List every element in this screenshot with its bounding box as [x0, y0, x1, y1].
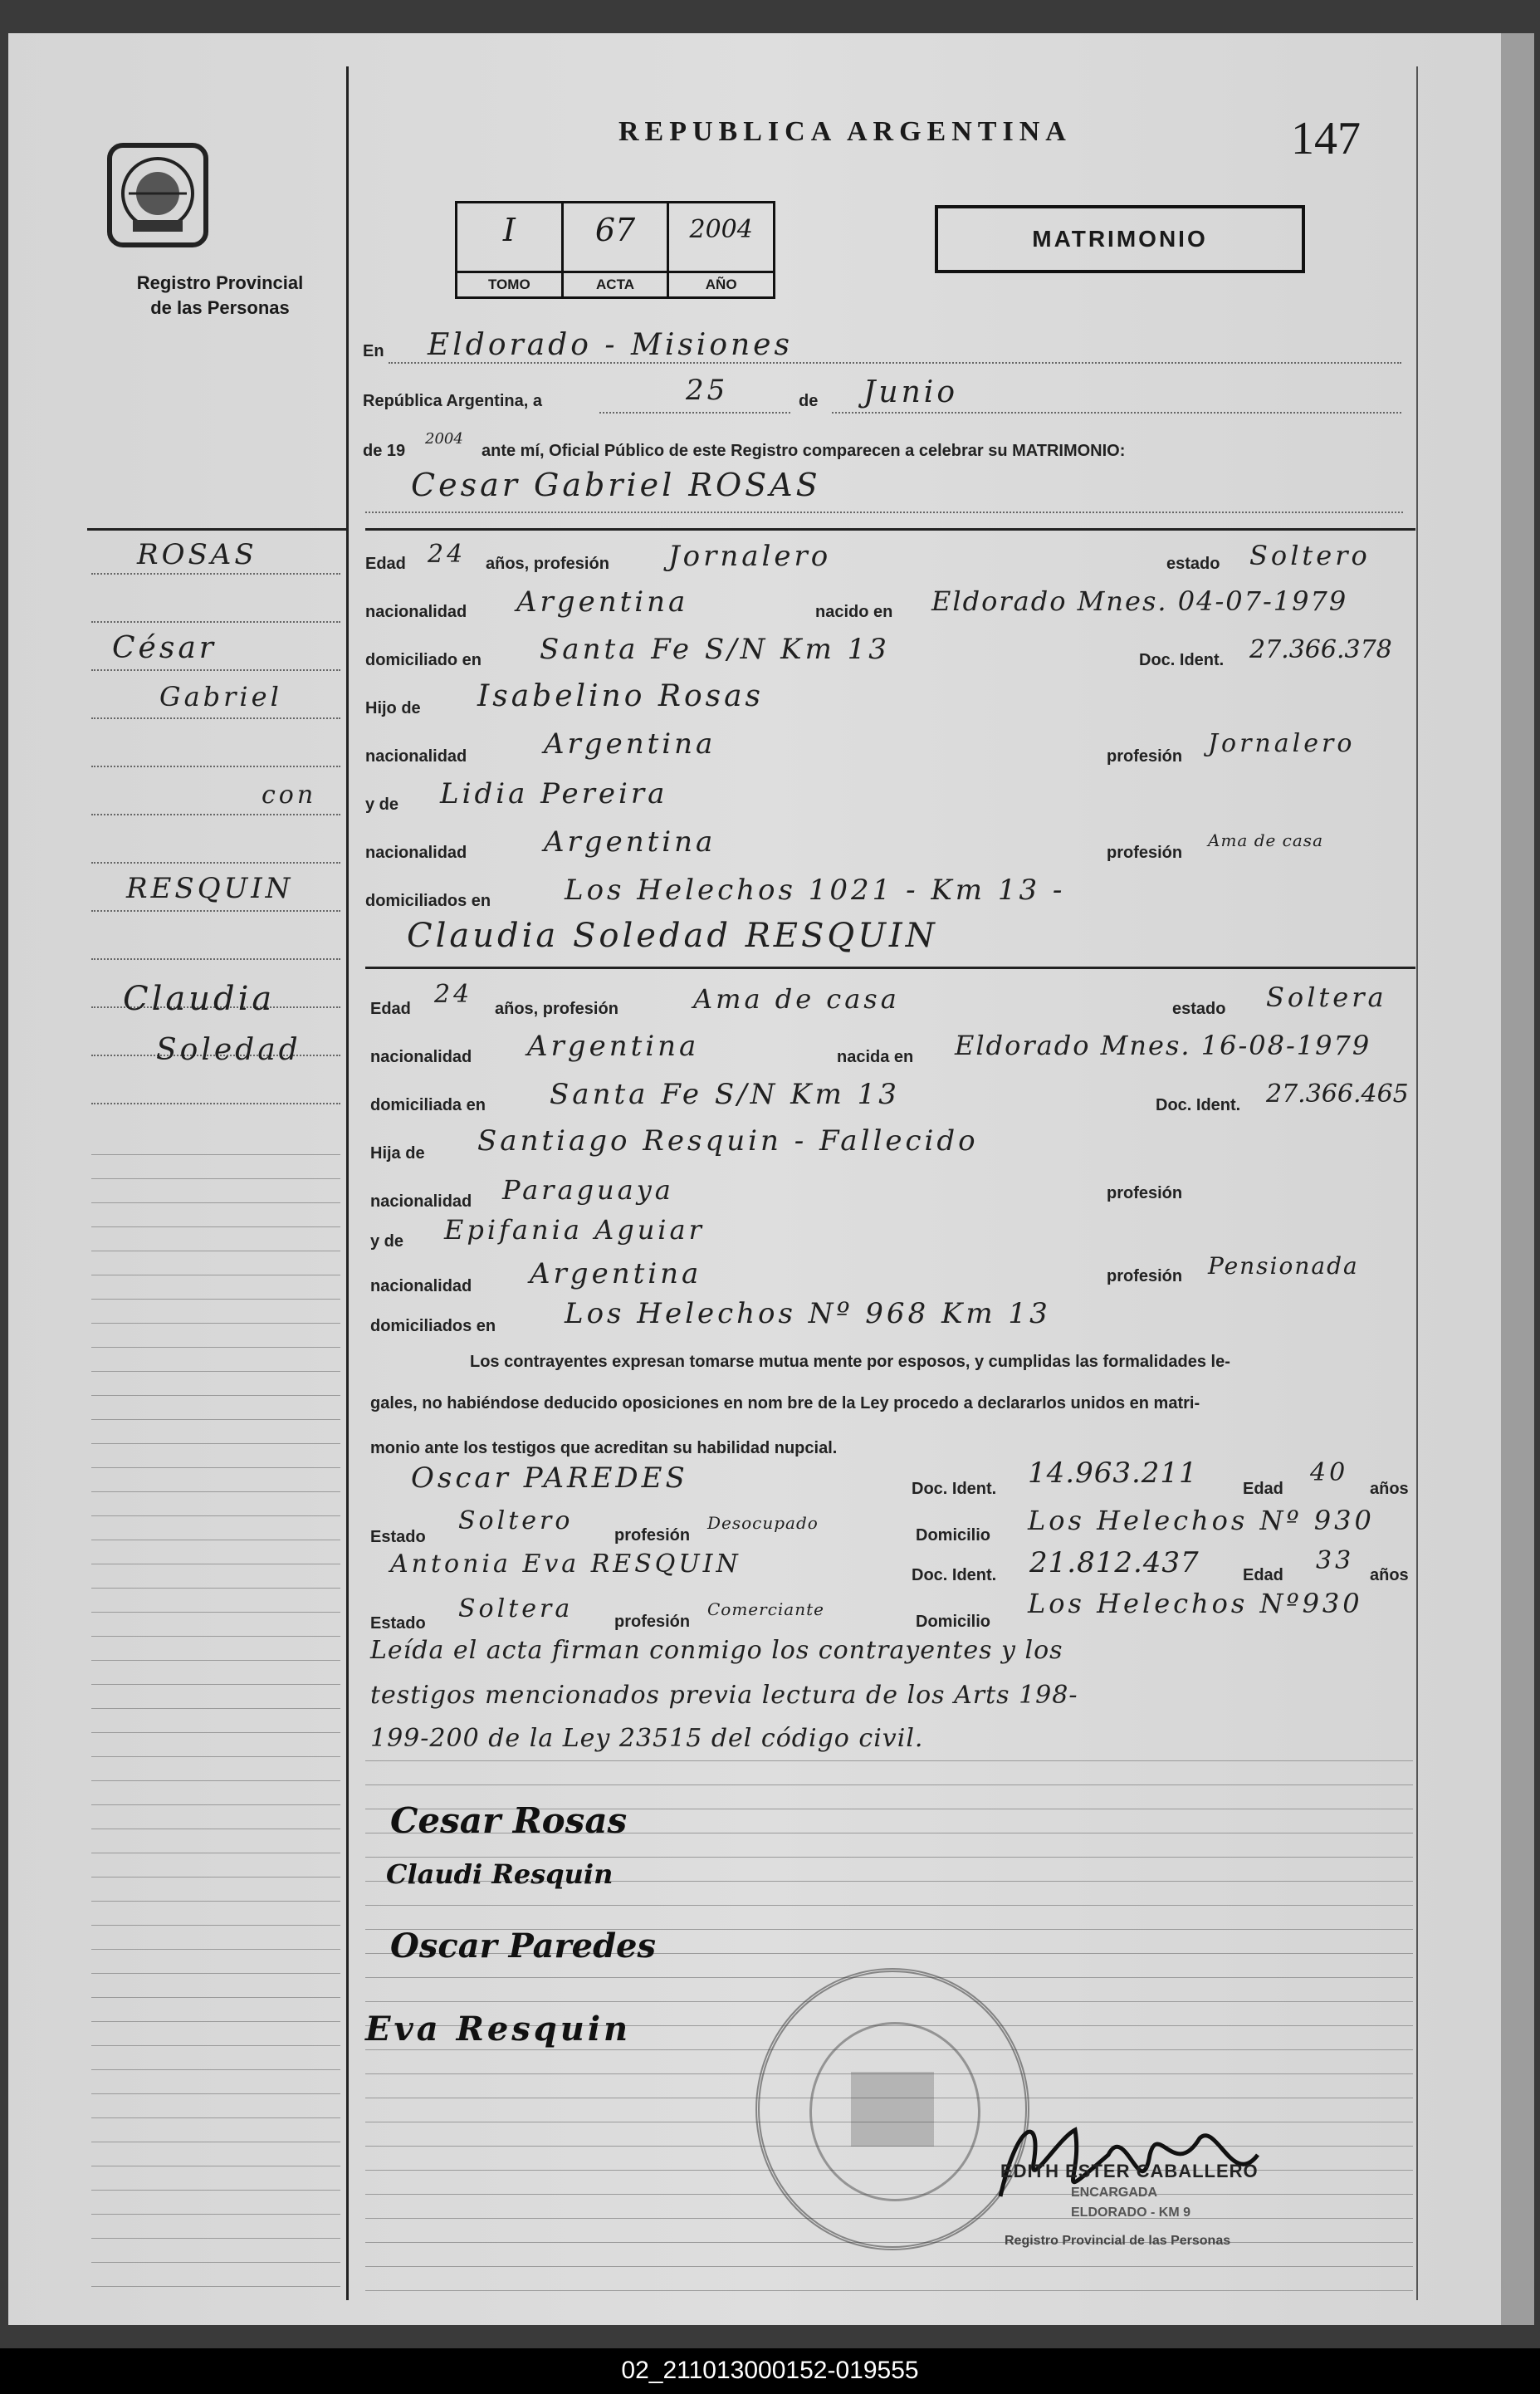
groom-father-profession: Jornalero — [1208, 729, 1356, 758]
margin-line — [91, 910, 340, 912]
margin-ruled-line — [91, 1395, 340, 1396]
margin-line — [91, 862, 340, 864]
image-id-label: 02_211013000152-019555 — [621, 2357, 919, 2384]
groom-father-prof-label: profesión — [1107, 747, 1183, 766]
margin-line — [91, 1103, 340, 1104]
groom-nationality: Argentina — [516, 585, 689, 619]
groom-mother: Lidia Pereira — [440, 777, 668, 810]
margin-ruled-line — [91, 1491, 340, 1492]
margin-ruled-line — [91, 1202, 340, 1203]
bride-nat-label: nacionalidad — [370, 1048, 472, 1066]
month-line — [832, 412, 1401, 414]
margin-groom-name2: Gabriel — [159, 681, 282, 712]
bride-age: 24 — [434, 980, 473, 1009]
bride-father-prof-label: profesión — [1107, 1184, 1183, 1202]
groom-edad-label: Edad — [365, 555, 406, 573]
margin-ruled-line — [91, 1371, 340, 1372]
tomo-value: I — [502, 212, 516, 248]
stamp-center-emblem — [851, 2072, 934, 2147]
tomo-label: TOMO — [457, 271, 561, 296]
groom-mother-profession: Ama de casa — [1208, 830, 1323, 850]
groom-birth: Eldorado Mnes. 04-07-1979 — [931, 585, 1348, 617]
place: Eldorado - Misiones — [428, 328, 793, 362]
witness1-domicilio-label: Domicilio — [916, 1526, 991, 1545]
place-line — [389, 362, 1401, 364]
bride-parents-address: Los Helechos Nº 968 Km 13 — [565, 1297, 1051, 1330]
book-spine — [1501, 33, 1534, 2325]
margin-ruled-line — [91, 2069, 340, 2070]
groom-age: 24 — [428, 540, 467, 569]
margin-line — [91, 958, 340, 960]
bride-civil-status: Soltera — [1266, 982, 1387, 1013]
margin-line — [91, 669, 340, 671]
bride-mother-nationality: Argentina — [530, 1257, 702, 1290]
witness2-name: Antonia Eva RESQUIN — [390, 1549, 741, 1579]
margin-bride-name2: Soledad — [156, 1033, 301, 1067]
bride-birth: Eldorado Mnes. 16-08-1979 — [955, 1030, 1371, 1061]
country-title: REPUBLICA ARGENTINA — [618, 116, 1072, 147]
margin-ruled-line — [91, 1226, 340, 1227]
register-page — [8, 33, 1519, 2325]
signature-witness2: Eva Resquin — [365, 2010, 632, 2049]
groom-doc-label: Doc. Ident. — [1139, 651, 1225, 669]
margin-ruled-line — [91, 2262, 340, 2263]
de-year-label: de 19 — [363, 442, 406, 460]
margin-bride-name1: Claudia — [123, 980, 276, 1018]
declaration-line2: gales, no habiéndose deducido oposiciones en nom bre de la Ley procedo a declararlos unidos en matri- — [370, 1394, 1200, 1412]
groom-nat-label: nacionalidad — [365, 603, 467, 621]
margin-ruled-line — [91, 2190, 340, 2191]
acta-value: 67 — [594, 212, 636, 248]
margin-ruled-line — [91, 1612, 340, 1613]
groom-estado-label: estado — [1166, 555, 1220, 573]
witness1-name: Oscar PAREDES — [411, 1461, 688, 1495]
witness1-profesion-label: profesión — [614, 1526, 691, 1545]
witness1-estado-label: Estado — [370, 1528, 426, 1546]
margin-ruled-line — [91, 1780, 340, 1781]
ruled-line — [365, 2290, 1413, 2291]
ano-value: 2004 — [689, 215, 753, 244]
margin-groom-surname: ROSAS — [137, 538, 257, 571]
registry-name-line2: de las Personas — [150, 297, 290, 318]
section-rule — [365, 967, 1415, 969]
groom-nacido-label: nacido en — [815, 603, 893, 621]
margin-ruled-line — [91, 1877, 340, 1878]
officer-office: ELDORADO - KM 9 — [1071, 2206, 1190, 2220]
margin-ruled-line — [91, 1323, 340, 1324]
groom-profesion-label: años, profesión — [486, 555, 609, 573]
bride-father: Santiago Resquin - Fallecido — [477, 1124, 979, 1158]
margin-ruled-line — [91, 1997, 340, 1998]
bride-mother-nat-label: nacionalidad — [370, 1277, 472, 1295]
margin-ruled-line — [91, 2214, 340, 2215]
bride-father-nationality: Paraguaya — [502, 1174, 674, 1206]
declaration-line1: Los contrayentes expresan tomarse mutua mente por esposos, y cumplidas las formalidades le- — [470, 1353, 1230, 1371]
margin-ruled-line — [91, 1467, 340, 1468]
en-label: En — [363, 342, 384, 360]
margin-ruled-line — [91, 1949, 340, 1950]
officer-registry: Registro Provincial de las Personas — [1005, 2234, 1231, 2248]
groom-mother-nationality: Argentina — [544, 825, 716, 859]
witness2-edad-label: Edad — [1243, 1566, 1283, 1584]
bride-dom-label: domiciliada en — [370, 1096, 486, 1114]
groom-parents-address: Los Helechos 1021 - Km 13 - — [565, 874, 1066, 907]
margin-ruled-line — [91, 1684, 340, 1685]
groom-father: Isabelino Rosas — [477, 679, 765, 713]
bride-nacida-label: nacida en — [837, 1048, 914, 1066]
signature-bride: Claudi Resquin — [386, 1858, 614, 1890]
margin-top-rule — [87, 528, 346, 531]
margin-ruled-line — [91, 1299, 340, 1300]
bride-parents-dom-label: domiciliados en — [370, 1317, 496, 1335]
ruled-line — [365, 1760, 1413, 1761]
officer-title: ENCARGADA — [1071, 2186, 1157, 2200]
registry-name-line1: Registro Provincial — [136, 272, 304, 293]
margin-ruled-line — [91, 1660, 340, 1661]
margin-ruled-line — [91, 1178, 340, 1179]
witness2-address: Los Helechos Nº930 — [1028, 1588, 1363, 1619]
bride-mother-prof-label: profesión — [1107, 1267, 1183, 1285]
bride-father-nat-label: nacionalidad — [370, 1192, 472, 1211]
bride-mother: Epifania Aguiar — [444, 1214, 705, 1246]
witness1-edad-label: Edad — [1243, 1480, 1283, 1498]
registry-name — [108, 271, 332, 321]
province-seal-icon — [100, 137, 216, 253]
page-number: 147 — [1291, 113, 1361, 164]
witness2-doc-label: Doc. Ident. — [912, 1566, 997, 1584]
margin-ruled-line — [91, 2021, 340, 2022]
margin-line — [91, 573, 340, 575]
closing-line3: 199-200 de la Ley 23515 del código civil. — [370, 1724, 924, 1753]
witness2-anos-label: años — [1370, 1566, 1409, 1584]
margin-ruled-line — [91, 1901, 340, 1902]
groom-dom-label: domiciliado en — [365, 651, 482, 669]
margin-line — [91, 814, 340, 815]
margin-ruled-line — [91, 1804, 340, 1805]
right-margin-rule — [1416, 66, 1418, 2300]
witness1-doc: 14.963.211 — [1028, 1456, 1198, 1490]
ano-cell — [669, 203, 773, 296]
bride-estado-label: estado — [1172, 1000, 1226, 1018]
witness2-profession: Comerciante — [707, 1599, 824, 1619]
margin-rule — [346, 66, 349, 2300]
witness2-estado-label: Estado — [370, 1614, 426, 1633]
groom-profession: Jornalero — [668, 540, 832, 573]
republica-label: República Argentina, a — [363, 392, 542, 410]
bride-hija-label: Hija de — [370, 1144, 425, 1163]
de-label: de — [799, 392, 819, 410]
margin-groom-name1: César — [112, 631, 217, 665]
witness1-anos-label: años — [1370, 1480, 1409, 1498]
margin-ruled-line — [91, 1756, 340, 1757]
bride-full-name: Claudia Soledad RESQUIN — [407, 917, 938, 955]
witness2-domicilio-label: Domicilio — [916, 1613, 991, 1631]
intro-text: ante mí, Oficial Público de este Registro comparecen a celebrar su MATRIMONIO: — [482, 442, 1126, 460]
bride-yde-label: y de — [370, 1232, 404, 1251]
groom-doc: 27.366.378 — [1249, 635, 1392, 664]
margin-ruled-line — [91, 2238, 340, 2239]
tomo-cell — [457, 203, 564, 296]
signature-groom: Cesar Rosas — [390, 1800, 628, 1841]
bride-doc-label: Doc. Ident. — [1156, 1096, 1241, 1114]
witness2-status: Soltera — [458, 1594, 574, 1623]
year: 2004 — [425, 430, 463, 448]
witness2-profesion-label: profesión — [614, 1613, 691, 1631]
witness1-age: 40 — [1310, 1458, 1349, 1487]
margin-line — [91, 621, 340, 623]
ruled-line — [365, 1905, 1413, 1906]
groom-hijo-label: Hijo de — [365, 699, 421, 717]
margin-ruled-line — [91, 2045, 340, 2046]
bride-nationality: Argentina — [527, 1030, 700, 1063]
margin-ruled-line — [91, 1347, 340, 1348]
day-line — [599, 412, 790, 414]
margin-ruled-line — [91, 1925, 340, 1926]
groom-full-name: Cesar Gabriel ROSAS — [411, 467, 821, 503]
margin-connector: con — [262, 781, 317, 810]
groom-civil-status: Soltero — [1249, 540, 1371, 571]
witness1-profession: Desocupado — [707, 1513, 819, 1533]
margin-ruled-line — [91, 1154, 340, 1155]
margin-line — [91, 717, 340, 719]
groom-address: Santa Fe S/N Km 13 — [540, 633, 890, 666]
margin-ruled-line — [91, 2093, 340, 2094]
groom-father-nat-label: nacionalidad — [365, 747, 467, 766]
ano-label: AÑO — [669, 271, 773, 296]
margin-line — [91, 766, 340, 767]
witness2-age: 33 — [1316, 1546, 1355, 1575]
section-rule — [365, 528, 1415, 531]
acta-cell — [564, 203, 670, 296]
groom-mother-nat-label: nacionalidad — [365, 844, 467, 862]
bride-address: Santa Fe S/N Km 13 — [550, 1078, 900, 1111]
bride-edad-label: Edad — [370, 1000, 411, 1018]
groom-name-line — [365, 512, 1403, 513]
margin-ruled-line — [91, 1973, 340, 1974]
declaration-line3: monio ante los testigos que acreditan su habilidad nupcial. — [370, 1439, 838, 1457]
margin-ruled-line — [91, 1515, 340, 1516]
month: Junio — [863, 375, 958, 409]
groom-mother-prof-label: profesión — [1107, 844, 1183, 862]
margin-ruled-line — [91, 1419, 340, 1420]
witness1-doc-label: Doc. Ident. — [912, 1480, 997, 1498]
act-type-box: MATRIMONIO — [935, 205, 1305, 273]
acta-label: ACTA — [564, 271, 667, 296]
groom-yde-label: y de — [365, 796, 399, 814]
witness1-status: Soltero — [458, 1506, 574, 1535]
margin-ruled-line — [91, 1443, 340, 1444]
bride-profession: Ama de casa — [693, 983, 900, 1015]
ruled-line — [365, 2266, 1413, 2267]
bride-doc: 27.366.465 — [1266, 1080, 1409, 1109]
margin-ruled-line — [91, 1636, 340, 1637]
signature-witness1: Oscar Paredes — [390, 1926, 657, 1966]
bride-profesion-label: años, profesión — [495, 1000, 618, 1018]
margin-ruled-line — [91, 2117, 340, 2118]
witness1-address: Los Helechos Nº 930 — [1028, 1505, 1375, 1536]
witness2-doc: 21.812.437 — [1029, 1546, 1200, 1579]
ruled-line — [365, 1857, 1413, 1858]
margin-ruled-line — [91, 2286, 340, 2287]
ruled-line — [365, 1784, 1413, 1785]
margin-ruled-line — [91, 1588, 340, 1589]
book-reference-table — [455, 201, 775, 299]
groom-father-nationality: Argentina — [544, 727, 716, 761]
margin-ruled-line — [91, 1708, 340, 1709]
day: 25 — [686, 374, 729, 407]
closing-line2: testigos mencionados previa lectura de los Arts 198- — [370, 1681, 1078, 1710]
closing-line1: Leída el acta firman conmigo los contrayentes y los — [370, 1636, 1063, 1665]
margin-bride-surname: RESQUIN — [126, 872, 294, 905]
officer-name: EDITH ESTER CABALLERO — [1000, 2161, 1259, 2181]
bride-mother-profession: Pensionada — [1208, 1252, 1359, 1280]
margin-ruled-line — [91, 1732, 340, 1733]
groom-parents-dom-label: domiciliados en — [365, 892, 491, 910]
